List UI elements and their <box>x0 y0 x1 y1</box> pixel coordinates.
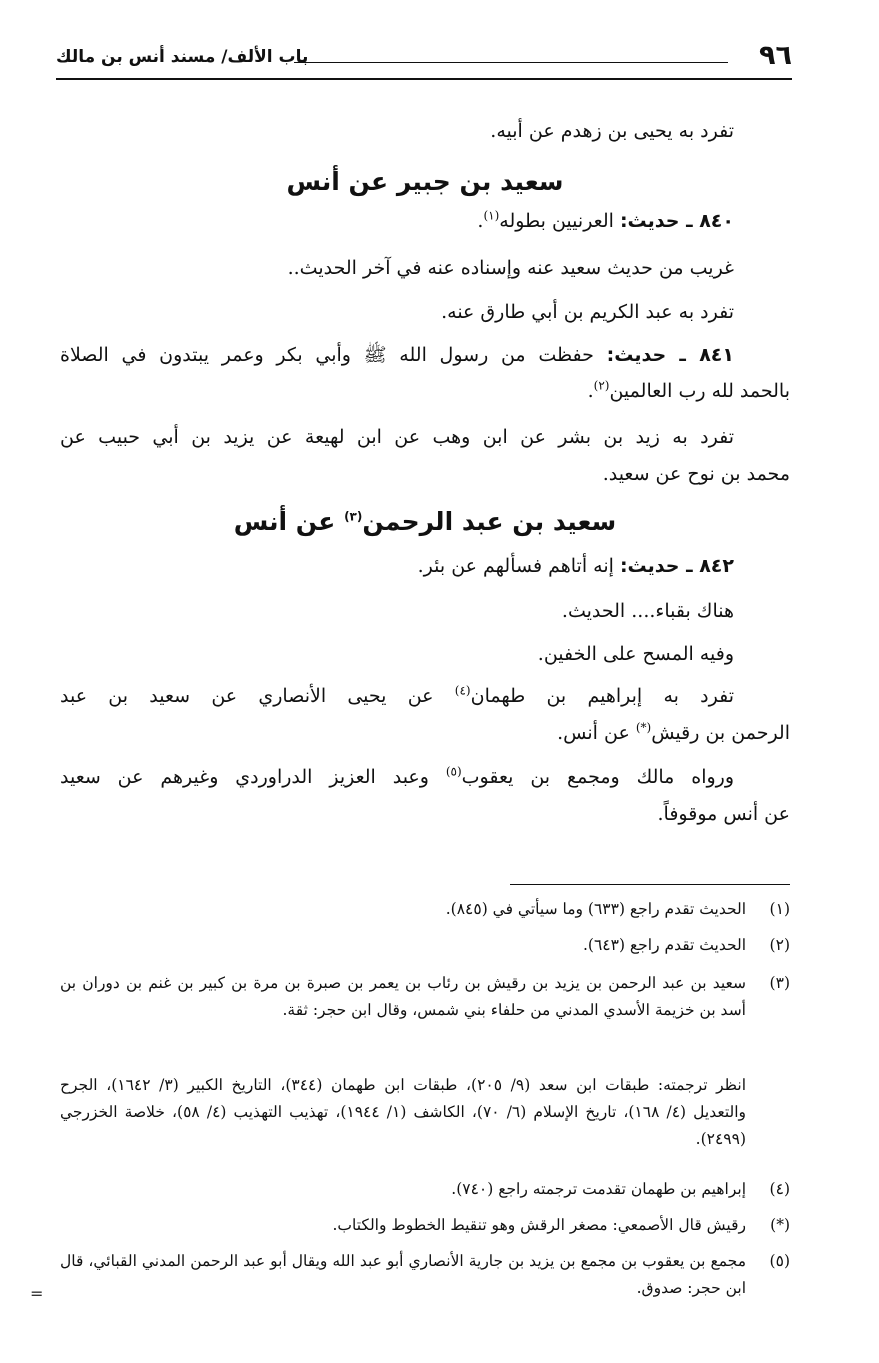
section-heading <box>60 502 790 542</box>
text-run: وعبد العزيز الدراوردي وغيرهم عن سعيد <box>60 766 429 788</box>
punctuation: . <box>477 210 484 232</box>
footnote-text: سعيد بن عبد الرحمن بن يزيد بن رقيش بن رئاب بن يعمر بن صبرة بن مرة بن كبير بن غنم بن دوران بن أسد بن خزيمة الأسدي المدني من حلفاء بني شمس، وقال ابن حجر: ثقة. <box>60 974 746 1019</box>
footnote-ref: (٤) <box>454 683 471 698</box>
section-heading: سعيد بن جبير عن أنس <box>286 167 564 196</box>
hadith-number: ٨٤١ ـ حديث: <box>606 344 734 366</box>
text-line: محمد بن نوح عن سعيد. <box>602 463 790 485</box>
hadith-number: ٨٤٢ ـ حديث: <box>619 555 734 577</box>
footnote <box>60 1248 790 1302</box>
text-run: ورواه مالك ومجمع بن يعقوب <box>461 766 735 788</box>
footnote-ref: (١) <box>483 208 500 223</box>
footnote <box>60 1212 790 1239</box>
footnote-text: انظر ترجمته: طبقات ابن سعد (٩/ ٢٠٥)، طبقات ابن طهمان (٣٤٤)، التاريخ الكبير (٣/ ١٦٤٢)، الجرح والتعديل (٤/ ١٦٨)، تاريخ الإسلام (٦/ ٧٠)، الكاشف (١/ ١٩٤٤)، تهذيب التهذيب (٤/ ٥٨)، خلاصة الخزرجي (٢٤٩٩). <box>60 1076 747 1148</box>
footnote-continuation <box>60 1072 790 1153</box>
hadith-842 <box>418 549 734 583</box>
heading-text: عن أنس <box>233 507 336 536</box>
text-line: تفرد به يحيى بن زهدم عن أبيه. <box>490 120 734 142</box>
footnote-mark: (*) <box>770 1216 790 1234</box>
text-run: عن أنس. <box>557 722 630 744</box>
footnote-mark: (٢) <box>769 936 790 954</box>
hadith-text: إنه أتاهم فسألهم عن بئر. <box>417 555 614 577</box>
text-line <box>60 679 734 713</box>
hadith-840 <box>477 204 734 238</box>
text-run: تفرد به إبراهيم بن طهمان <box>470 685 735 707</box>
text-line: وفيه المسح على الخفين. <box>537 643 734 665</box>
footnote <box>60 932 790 959</box>
text-line: هناك بقباء.... الحديث. <box>561 600 734 622</box>
footnote-ref: (٣) <box>344 509 363 524</box>
footnote-mark: (١) <box>769 900 790 918</box>
footnote <box>60 970 790 1024</box>
text-line: تفرد به عبد الكريم بن أبي طارق عنه. <box>441 301 734 323</box>
text-line: عن أنس موقوفاً. <box>657 803 790 825</box>
footnote-mark: (٤) <box>769 1180 790 1198</box>
footnote <box>60 1176 790 1203</box>
footnote-text: الحديث تقدم راجع (٦٤٣). <box>582 936 746 954</box>
text-run: الرحمن بن رقيش <box>651 722 790 744</box>
running-head: باب الألف/ مسند أنس بن مالك <box>56 47 309 67</box>
footnote-text: الحديث تقدم راجع (٦٣٣) وما سيأتي في (٨٤٥). <box>445 900 746 918</box>
hadith-number: ٨٤٠ ـ حديث: <box>619 210 734 232</box>
footnote-ref: (٢) <box>593 378 610 393</box>
footnote-text: رقيش قال الأصمعي: مصغر الرقش وهو تنقيط الخطوط والكتاب. <box>332 1216 746 1234</box>
text-line <box>588 374 790 408</box>
footnote-separator <box>510 884 790 885</box>
text-line <box>557 716 790 750</box>
punctuation: . <box>587 380 594 402</box>
hadith-text-cont: بالحمد لله رب العالمين <box>609 380 790 402</box>
footnote-text: إبراهيم بن طهمان تقدمت ترجمته راجع (٧٤٠). <box>451 1180 746 1198</box>
text-run: عن يحيى الأنصاري عن سعيد بن عبد <box>60 685 434 707</box>
page-number: ٩٦ <box>759 40 792 71</box>
footnote-text: مجمع بن يعقوب بن مجمع بن يزيد بن جارية الأنصاري أبو عبد الله ويقال أبو عبد الرحمن المدني القبائي، قال ابن حجر: صدوق. <box>60 1252 746 1297</box>
footnote-ref: (*) <box>635 720 652 735</box>
hadith-text: حفظت من رسول الله ﷺ وأبي بكر وعمر يبتدون في الصلاة <box>60 344 594 366</box>
footnote-ref: (٥) <box>445 764 462 779</box>
footnote <box>60 896 790 923</box>
margin-mark: = <box>30 1284 44 1303</box>
text-line: غريب من حديث سعيد عنه وإسناده عنه في آخر الحديث.. <box>287 257 734 279</box>
heading-text: سعيد بن عبد الرحمن <box>362 507 617 536</box>
hadith-text: العرنيين بطوله <box>499 210 614 232</box>
footnote-mark: (٥) <box>769 1252 790 1270</box>
footnote-mark: (٣) <box>769 974 790 992</box>
text-line <box>60 760 734 794</box>
hadith-841 <box>60 338 734 372</box>
main-text <box>60 0 790 860</box>
text-line: تفرد به زيد بن بشر عن ابن وهب عن ابن لهيعة عن يزيد بن أبي حبيب عن <box>60 426 734 448</box>
